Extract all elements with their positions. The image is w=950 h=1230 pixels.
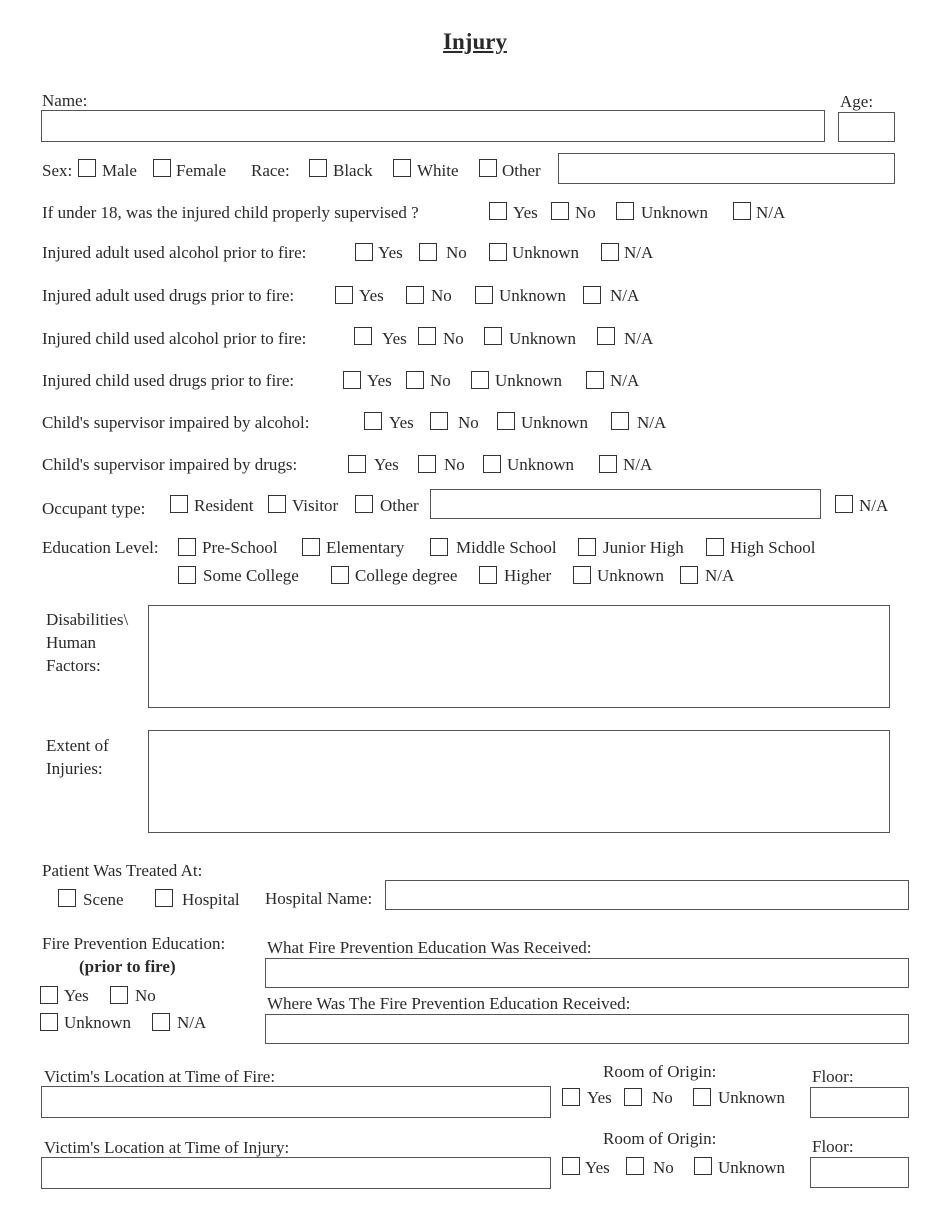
extent-of-injuries-textarea[interactable] — [148, 730, 890, 833]
supervised-na-checkbox[interactable] — [733, 202, 751, 220]
supervised-unknown-label: Unknown — [641, 203, 709, 222]
room-origin-fire-yes-label: Yes — [587, 1088, 612, 1107]
adult-alcohol-question: Injured adult used alcohol prior to fire: — [42, 243, 307, 262]
supervisor-drugs-no-checkbox[interactable] — [418, 455, 436, 473]
room-origin-injury-no-label: No — [653, 1158, 674, 1177]
child-drugs-na-checkbox[interactable] — [586, 371, 604, 389]
child-alcohol-no-checkbox[interactable] — [418, 327, 436, 345]
adult-alcohol-no-label: No — [446, 243, 467, 262]
fpe-unknown-label: Unknown — [64, 1013, 132, 1032]
floor-fire-label: Floor: — [812, 1067, 854, 1086]
race-white-checkbox[interactable] — [393, 159, 411, 177]
adult-drugs-no-checkbox[interactable] — [406, 286, 424, 304]
room-origin-fire-no-checkbox[interactable] — [624, 1088, 642, 1106]
education-college-degree-label: College degree — [355, 566, 458, 585]
supervisor-drugs-no-label: No — [444, 455, 465, 474]
adult-drugs-na-label: N/A — [610, 286, 640, 305]
child-alcohol-yes-label: Yes — [382, 329, 407, 348]
child-alcohol-yes-checkbox[interactable] — [354, 327, 372, 345]
floor-fire-input[interactable] — [810, 1087, 909, 1118]
education-elementary-checkbox[interactable] — [302, 538, 320, 556]
education-middle-school-checkbox[interactable] — [430, 538, 448, 556]
adult-drugs-na-checkbox[interactable] — [583, 286, 601, 304]
supervised-yes-checkbox[interactable] — [489, 202, 507, 220]
supervised-question: If under 18, was the injured child properly supervised ? — [42, 203, 419, 222]
occupant-visitor-checkbox[interactable] — [268, 495, 286, 513]
supervisor-drugs-yes-label: Yes — [374, 455, 399, 474]
occupant-other-checkbox[interactable] — [355, 495, 373, 513]
supervisor-drugs-na-label: N/A — [623, 455, 653, 474]
education-unknown-checkbox[interactable] — [573, 566, 591, 584]
room-origin-fire-unknown-label: Unknown — [718, 1088, 786, 1107]
room-origin-injury-unknown-label: Unknown — [718, 1158, 786, 1177]
disabilities-label-line2: Human — [46, 633, 97, 652]
treated-scene-label: Scene — [83, 890, 124, 909]
education-na-checkbox[interactable] — [680, 566, 698, 584]
occupant-visitor-label: Visitor — [292, 496, 339, 515]
adult-alcohol-yes-label: Yes — [378, 243, 403, 262]
education-some-college-checkbox[interactable] — [178, 566, 196, 584]
fpe-unknown-checkbox[interactable] — [40, 1013, 58, 1031]
fpe-yes-label: Yes — [64, 986, 89, 1005]
fpe-na-label: N/A — [177, 1013, 207, 1032]
supervisor-alcohol-yes-checkbox[interactable] — [364, 412, 382, 430]
occupant-resident-label: Resident — [194, 496, 254, 515]
occupant-resident-checkbox[interactable] — [170, 495, 188, 513]
occupant-na-label: N/A — [859, 496, 889, 515]
age-input[interactable] — [838, 112, 895, 142]
sex-male-checkbox[interactable] — [78, 159, 96, 177]
race-black-checkbox[interactable] — [309, 159, 327, 177]
education-higher-label: Higher — [504, 566, 552, 585]
education-college-degree-checkbox[interactable] — [331, 566, 349, 584]
hospital-name-input[interactable] — [385, 880, 909, 910]
supervisor-alcohol-no-label: No — [458, 413, 479, 432]
supervisor-alcohol-no-checkbox[interactable] — [430, 412, 448, 430]
supervisor-alcohol-unknown-label: Unknown — [521, 413, 589, 432]
supervised-no-checkbox[interactable] — [551, 202, 569, 220]
race-other-checkbox[interactable] — [479, 159, 497, 177]
room-origin-injury-no-checkbox[interactable] — [626, 1157, 644, 1175]
extent-label-line1: Extent of — [46, 736, 109, 755]
adult-alcohol-yes-checkbox[interactable] — [355, 243, 373, 261]
occupant-type-label: Occupant type: — [42, 499, 146, 518]
treated-hospital-checkbox[interactable] — [155, 889, 173, 907]
floor-injury-input[interactable] — [810, 1157, 909, 1188]
child-drugs-na-label: N/A — [610, 371, 640, 390]
sex-label: Sex: — [42, 161, 73, 180]
adult-drugs-unknown-label: Unknown — [499, 286, 567, 305]
sex-female-checkbox[interactable] — [153, 159, 171, 177]
child-drugs-question: Injured child used drugs prior to fire: — [42, 371, 295, 390]
fpe-label: Fire Prevention Education: — [42, 934, 226, 953]
education-preschool-checkbox[interactable] — [178, 538, 196, 556]
fpe-what-input[interactable] — [265, 958, 909, 988]
supervised-no-label: No — [575, 203, 596, 222]
treated-hospital-label: Hospital — [182, 890, 240, 909]
child-alcohol-no-label: No — [443, 329, 464, 348]
room-origin-fire-label: Room of Origin: — [603, 1062, 717, 1081]
education-some-college-label: Some College — [203, 566, 299, 585]
treated-at-label: Patient Was Treated At: — [42, 861, 203, 880]
occupant-na-checkbox[interactable] — [835, 495, 853, 513]
education-high-school-label: High School — [730, 538, 816, 557]
supervisor-drugs-na-checkbox[interactable] — [599, 455, 617, 473]
race-label: Race: — [251, 161, 290, 180]
supervisor-drugs-unknown-label: Unknown — [507, 455, 575, 474]
education-elementary-label: Elementary — [326, 538, 405, 557]
supervisor-alcohol-unknown-checkbox[interactable] — [497, 412, 515, 430]
education-na-label: N/A — [705, 566, 735, 585]
supervisor-alcohol-na-checkbox[interactable] — [611, 412, 629, 430]
education-junior-high-label: Junior High — [603, 538, 684, 557]
education-high-school-checkbox[interactable] — [706, 538, 724, 556]
room-origin-injury-yes-label: Yes — [585, 1158, 610, 1177]
supervisor-alcohol-na-label: N/A — [637, 413, 667, 432]
page-title: Injury — [443, 29, 507, 54]
race-other-input[interactable] — [558, 153, 895, 184]
fpe-no-checkbox[interactable] — [110, 986, 128, 1004]
room-origin-injury-label: Room of Origin: — [603, 1129, 717, 1148]
supervisor-alcohol-yes-label: Yes — [389, 413, 414, 432]
room-origin-injury-unknown-checkbox[interactable] — [694, 1157, 712, 1175]
disabilities-textarea[interactable] — [148, 605, 890, 708]
adult-drugs-yes-label: Yes — [359, 286, 384, 305]
location-injury-label: Victim's Location at Time of Injury: — [44, 1138, 290, 1157]
room-origin-fire-no-label: No — [652, 1088, 673, 1107]
fpe-where-input[interactable] — [265, 1014, 909, 1044]
name-label: Name: — [42, 91, 88, 110]
education-higher-checkbox[interactable] — [479, 566, 497, 584]
fpe-yes-checkbox[interactable] — [40, 986, 58, 1004]
adult-alcohol-unknown-checkbox[interactable] — [489, 243, 507, 261]
education-middle-school-label: Middle School — [456, 538, 557, 557]
age-label: Age: — [840, 92, 874, 111]
fpe-where-label: Where Was The Fire Prevention Education Received: — [267, 994, 631, 1013]
room-origin-fire-unknown-checkbox[interactable] — [693, 1088, 711, 1106]
child-drugs-yes-label: Yes — [367, 371, 392, 390]
supervised-yes-label: Yes — [513, 203, 538, 222]
education-junior-high-checkbox[interactable] — [578, 538, 596, 556]
supervised-na-label: N/A — [756, 203, 786, 222]
adult-drugs-no-label: No — [431, 286, 452, 305]
child-alcohol-na-label: N/A — [624, 329, 654, 348]
disabilities-label-line3: Factors: — [46, 656, 101, 675]
room-origin-fire-yes-checkbox[interactable] — [562, 1088, 580, 1106]
sex-male-label: Male — [102, 161, 137, 180]
child-alcohol-unknown-label: Unknown — [509, 329, 577, 348]
adult-drugs-unknown-checkbox[interactable] — [475, 286, 493, 304]
race-other-label: Other — [502, 161, 541, 180]
name-input[interactable] — [41, 110, 825, 142]
location-fire-input[interactable] — [41, 1086, 551, 1118]
adult-drugs-question: Injured adult used drugs prior to fire: — [42, 286, 295, 305]
hospital-name-label: Hospital Name: — [265, 889, 373, 908]
location-injury-input[interactable] — [41, 1157, 551, 1189]
supervisor-drugs-yes-checkbox[interactable] — [348, 455, 366, 473]
location-fire-label: Victim's Location at Time of Fire: — [44, 1067, 276, 1086]
supervisor-alcohol-question: Child's supervisor impaired by alcohol: — [42, 413, 310, 432]
adult-alcohol-na-label: N/A — [624, 243, 654, 262]
child-drugs-no-label: No — [430, 371, 451, 390]
supervisor-drugs-unknown-checkbox[interactable] — [483, 455, 501, 473]
fpe-na-checkbox[interactable] — [152, 1013, 170, 1031]
race-black-label: Black — [333, 161, 373, 180]
education-level-label: Education Level: — [42, 538, 159, 557]
child-drugs-unknown-label: Unknown — [495, 371, 563, 390]
room-origin-injury-yes-checkbox[interactable] — [562, 1157, 580, 1175]
child-alcohol-na-checkbox[interactable] — [597, 327, 615, 345]
education-unknown-label: Unknown — [597, 566, 665, 585]
child-alcohol-question: Injured child used alcohol prior to fire: — [42, 329, 307, 348]
fpe-what-label: What Fire Prevention Education Was Received: — [267, 938, 592, 957]
disabilities-label-line1: Disabilities\ — [46, 610, 129, 629]
supervisor-drugs-question: Child's supervisor impaired by drugs: — [42, 455, 298, 474]
supervised-unknown-checkbox[interactable] — [616, 202, 634, 220]
adult-alcohol-na-checkbox[interactable] — [601, 243, 619, 261]
occupant-other-label: Other — [380, 496, 419, 515]
adult-alcohol-no-checkbox[interactable] — [419, 243, 437, 261]
adult-alcohol-unknown-label: Unknown — [512, 243, 580, 262]
adult-drugs-yes-checkbox[interactable] — [335, 286, 353, 304]
child-alcohol-unknown-checkbox[interactable] — [484, 327, 502, 345]
child-drugs-yes-checkbox[interactable] — [343, 371, 361, 389]
education-preschool-label: Pre-School — [202, 538, 278, 557]
sex-female-label: Female — [176, 161, 227, 180]
child-drugs-no-checkbox[interactable] — [406, 371, 424, 389]
occupant-other-input[interactable] — [430, 489, 821, 519]
floor-injury-label: Floor: — [812, 1137, 854, 1156]
treated-scene-checkbox[interactable] — [58, 889, 76, 907]
race-white-label: White — [417, 161, 459, 180]
extent-label-line2: Injuries: — [46, 759, 103, 778]
fpe-no-label: No — [135, 986, 156, 1005]
fpe-sublabel: (prior to fire) — [79, 957, 176, 976]
child-drugs-unknown-checkbox[interactable] — [471, 371, 489, 389]
